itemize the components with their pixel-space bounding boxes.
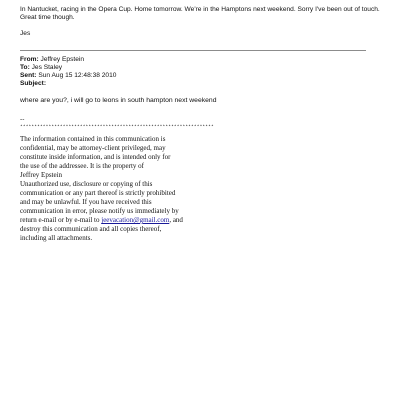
header-from — [20, 56, 380, 64]
reply-signature: Jes — [20, 30, 31, 37]
email-link[interactable]: jeevacation@gmail.com — [101, 216, 170, 224]
reply-message — [20, 6, 390, 38]
header-sent — [20, 72, 380, 80]
sent-label: Sent: — [20, 72, 37, 79]
to-value: Jes Staley — [31, 64, 63, 71]
disclaimer-line: and may be unlawful. If you have received this — [20, 198, 152, 206]
link-suffix: , and — [169, 216, 183, 224]
disclaimer-line: constitute inside information, and is intended only for — [20, 153, 171, 161]
message-divider — [20, 50, 366, 51]
disclaimer-line: Jeffrey Epstein — [20, 171, 63, 179]
link-prefix: return e-mail or by e-mail to — [20, 216, 102, 224]
header-to — [20, 64, 380, 72]
disclaimer-line: the use of the addressee. It is the property of — [20, 162, 145, 170]
original-message-body: where are you?, i will go to leons in south hampton next weekend — [20, 97, 217, 104]
disclaimer-line: Unauthorized use, disclosure or copying of this — [20, 180, 153, 188]
disclaimer-line: including all attachments. — [20, 234, 93, 242]
disclaimer-line: communication or any part thereof is strictly prohibited — [20, 189, 176, 197]
reply-line-1: In Nantucket, racing in the Opera Cup. Home tomorrow. We're in the Hamptons next weekend. Sorry I've been out of touch. — [20, 6, 380, 13]
from-label: From: — [20, 56, 39, 63]
confidentiality-disclaimer — [20, 135, 260, 243]
signature-separator: -- — [20, 116, 25, 123]
original-message-headers — [20, 56, 380, 88]
asterisk-rule: ******************************************************************** — [20, 125, 214, 130]
subject-label: Subject: — [20, 80, 47, 87]
disclaimer-lines-after — [20, 225, 260, 243]
from-value: Jeffrey Epstein — [40, 56, 85, 63]
disclaimer-lines-before — [20, 135, 260, 216]
to-label: To: — [20, 64, 30, 71]
disclaimer-line: confidential, may be attorney-client privileged, may — [20, 144, 166, 152]
reply-line-2: Great time though. — [20, 14, 75, 21]
disclaimer-line: The information contained in this communication is — [20, 135, 166, 143]
disclaimer-line: destroy this communication and all copies thereof, — [20, 225, 162, 233]
disclaimer-line: communication in error, please notify us immediately by — [20, 207, 179, 215]
disclaimer-link-line — [20, 216, 260, 225]
sent-value: Sun Aug 15 12:48:38 2010 — [38, 72, 117, 79]
header-subject — [20, 80, 380, 88]
